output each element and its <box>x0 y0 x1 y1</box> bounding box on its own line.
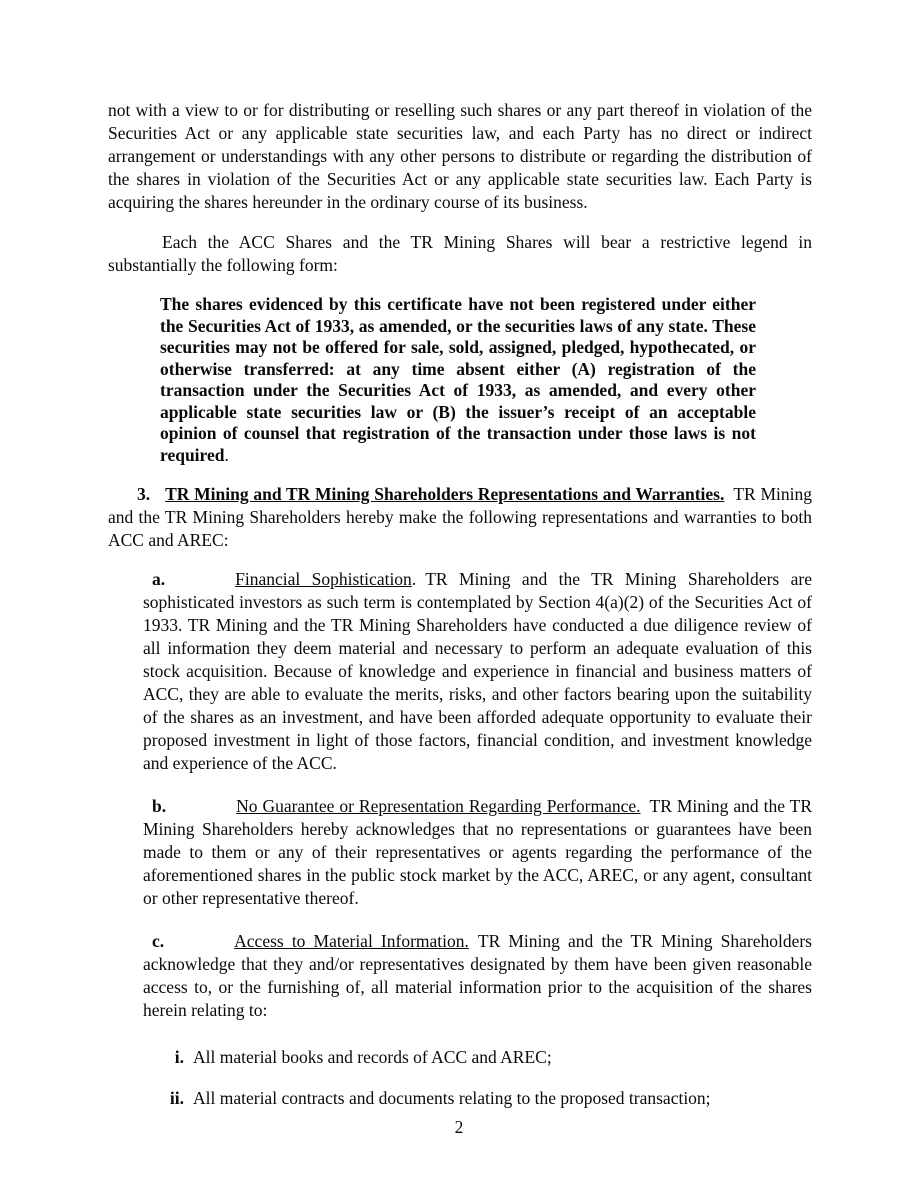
subsection-c-title: Access to Material Information. <box>234 931 469 951</box>
subsection-a-title: Financial Sophistication <box>235 569 412 589</box>
section-3-body-text: TR Mining and the TR Mining Shareholders hereby make the following representations and warranties to both ACC and AREC: <box>108 484 812 550</box>
subsection-b-title: No Guarantee or Representation Regarding Performance. <box>236 796 641 816</box>
subsection-b-body-text: TR Mining and the TR Mining Shareholders hereby acknowledges that no representations or guarantees have been made to them or any of their representatives or agents regarding the performance of the aforementioned shares in the public stock market by the ACC, AREC, or any agent, consultant or other representative thereof. <box>143 796 812 908</box>
restrictive-legend-text: The shares evidenced by this certificate have not been registered under either the Securities Act of 1933, as amended, or the securities laws of any state. These securities may not be offered for sale, sold, assigned, pledged, hypothecated, or otherwise transferred: at any time absent either (A) registration of the transaction under the Securities Act of 1933, as amended, and every other applicable state securities law or (B) the issuer’s receipt of an acceptable opinion of counsel that registration of the transaction under those laws is not required <box>160 294 756 465</box>
list-item-i <box>160 1046 812 1069</box>
restrictive-legend-block <box>160 294 756 466</box>
subsection-c-marker: c. <box>152 931 165 951</box>
subsection-a-title-punctuation: . <box>411 569 417 589</box>
list-item-ii <box>160 1087 812 1110</box>
list-item-ii-text: All material contracts and documents relating to the proposed transaction; <box>193 1088 711 1108</box>
subsection-a-body-text: TR Mining and the TR Mining Shareholders are sophisticated investors as such term is contemplated by Section 4(a)(2) of the Securities Act of 1933. TR Mining and the TR Mining Shareholders have conducted a due diligence review of all information they deem material and necessary to perform an adequate evaluation of this stock acquisition. Because of knowledge and experience in financial and business matters of ACC, they are able to evaluate the merits, risks, and other factors bearing upon the suitability of the shares as an investment, and have been afforded adequate opportunity to evaluate their proposed investment in light of those factors, financial condition, and investment knowledge and experience of the ACC. <box>143 569 812 773</box>
list-item-ii-marker: ii. <box>169 1088 184 1108</box>
paragraph-restrictive-legend-intro: Each the ACC Shares and the TR Mining Shares will bear a restrictive legend in substantially the following form: <box>108 232 812 275</box>
subsection-a-marker: a. <box>152 569 166 589</box>
section-3-heading: TR Mining and TR Mining Shareholders Representations and Warranties. <box>165 484 725 504</box>
section-3-number: 3. <box>137 484 151 504</box>
list-item-i-text: All material books and records of ACC and AREC; <box>193 1047 552 1067</box>
list-item-i-marker: i. <box>174 1047 184 1067</box>
restrictive-legend-end-punctuation: . <box>224 444 229 465</box>
subsection-a <box>143 568 812 775</box>
subsection-c <box>143 930 812 1022</box>
subsection-b-marker: b. <box>152 796 167 816</box>
page-number: 2 <box>454 1117 464 1137</box>
section-3-paragraph <box>108 483 812 552</box>
subsection-c-body-text: TR Mining and the TR Mining Shareholders acknowledge that they and/or representatives designated by them have been given reasonable access to, or the furnishing of, all material information prior to the acquisition of the shares herein relating to: <box>143 931 812 1020</box>
subsection-b <box>143 795 812 910</box>
paragraph-continuation: not with a view to or for distributing or reselling such shares or any part thereof in violation of the Securities Act or any applicable state securities law, and each Party has no direct or indirect arrangement or understandings with any other persons to distribute or regarding the distribution of the shares in violation of the Securities Act or any applicable state securities law. Each Party is acquiring the shares hereunder in the ordinary course of its business. <box>108 100 812 212</box>
